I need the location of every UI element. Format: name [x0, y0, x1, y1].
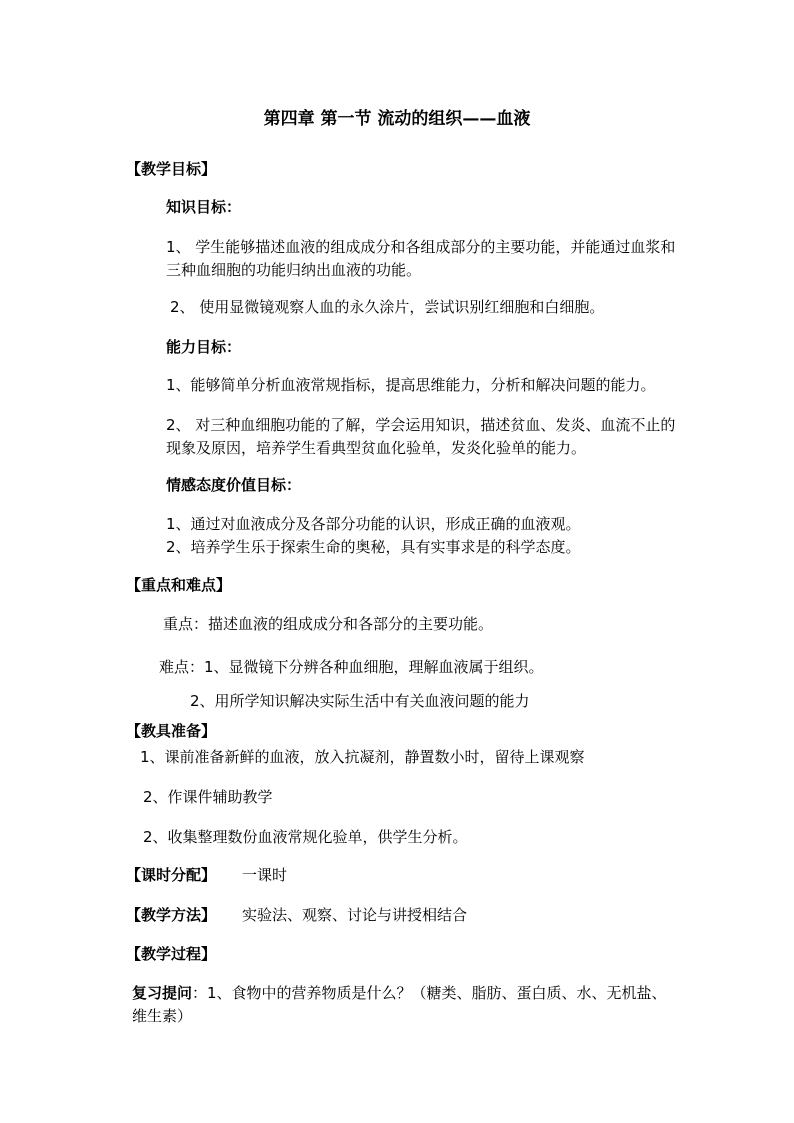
key-point: 重点：描述血液的组成成分和各部分的主要功能。 — [163, 615, 494, 633]
review-label: 复习提问 — [132, 984, 193, 1002]
ability-item-1: 1、能够简单分析血液常规指标，提高思维能力，分析和解决问题的能力。 — [166, 376, 656, 394]
ability-goal-heading: 能力目标： — [166, 338, 242, 356]
prep-item-1: 1、课前准备新鲜的血液，放入抗凝剂，静置数小时，留待上课观察 — [140, 748, 585, 766]
objectives-heading: 【教学目标】 — [126, 160, 217, 178]
process-heading: 【教学过程】 — [126, 945, 217, 963]
ability-item-2: 2、 对三种血细胞功能的了解，学会运用知识，描述贫血、发炎、血流不止的现象及原因，培养学生看典型贫血化验单，发炎化验单的能力。 — [166, 416, 676, 457]
knowledge-item-2: 2、 使用显微镜观察人血的永久涂片，尝试识别红细胞和白细胞。 — [170, 298, 605, 316]
knowledge-goal-heading: 知识目标： — [166, 198, 242, 216]
difficult-point-1: 难点：1、显微镜下分辨各种血细胞，理解血液属于组织。 — [159, 658, 544, 676]
review-text: ：1、食物中的营养物质是什么？（糖类、脂肪、蛋白质、水、无机盐、维生素） — [132, 984, 667, 1025]
time-heading: 【课时分配】 — [126, 866, 217, 884]
knowledge-item-1: 1、 学生能够描述血液的组成成分和各组成部分的主要功能，并能通过血浆和三种血细胞的功能归纳出血液的功能。 — [166, 238, 676, 279]
prep-heading: 【教具准备】 — [126, 722, 217, 740]
key-points-heading: 【重点和难点】 — [126, 576, 232, 594]
time-value: 一课时 — [242, 866, 288, 884]
emotion-item-1: 1、通过对血液成分及各部分功能的认识，形成正确的血液观。 — [166, 515, 581, 533]
document-title: 第四章 第一节 流动的组织——血液 — [263, 109, 531, 129]
method-value: 实验法、观察、讨论与讲授相结合 — [242, 906, 468, 924]
prep-item-3: 2、收集整理数份血液常规化验单，供学生分析。 — [143, 828, 468, 846]
emotion-goal-heading: 情感态度价值目标： — [166, 476, 302, 494]
method-heading: 【教学方法】 — [126, 906, 217, 924]
review-question — [132, 982, 680, 1028]
prep-item-2: 2、作课件辅助教学 — [143, 788, 273, 806]
emotion-item-2: 2、培养学生乐于探索生命的奥秘，具有实事求是的科学态度。 — [166, 538, 581, 556]
difficult-point-2: 2、用所学知识解决实际生活中有关血液问题的能力 — [190, 692, 530, 710]
